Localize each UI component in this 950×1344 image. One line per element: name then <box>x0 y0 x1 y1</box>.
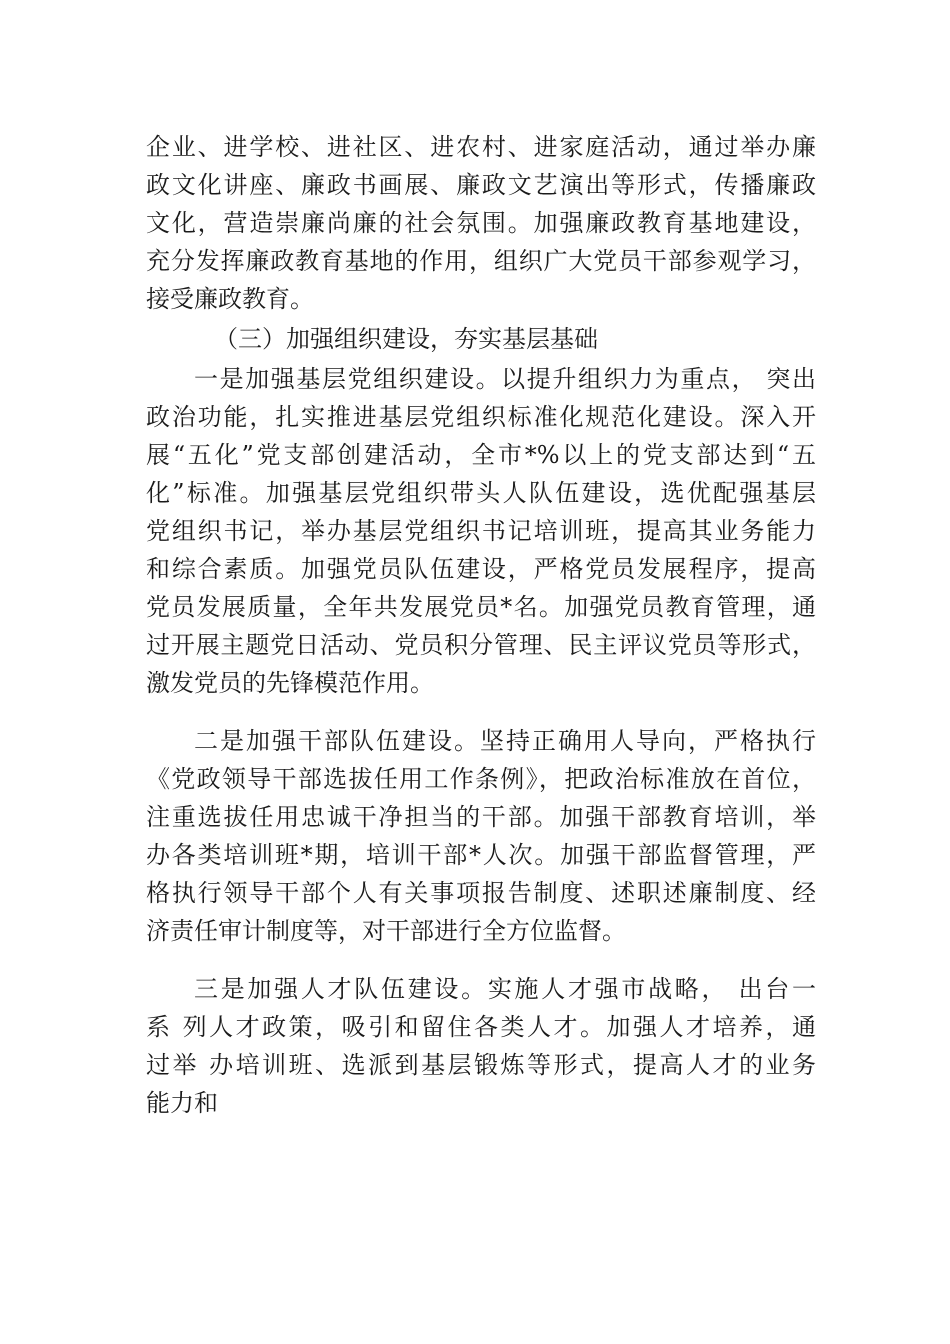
text-line: 能力和 <box>146 1089 218 1117</box>
paragraph-cadre-team <box>146 722 816 950</box>
text-line: 政治功能，扎实推进基层党组织标准化规范化建设。深入开 <box>146 403 816 431</box>
text-line: 注重选拔任用忠诚干净担当的干部。加强干部教育培训，举 <box>146 803 816 831</box>
paragraph-continuation <box>146 128 816 318</box>
text-line: 接受廉政教育。 <box>146 285 314 313</box>
text-line: 企业、进学校、进社区、进农村、进家庭活动，通过举办廉 <box>146 133 816 161</box>
text-line: 系 列人才政策，吸引和留住各类人才。加强人才培养，通 <box>146 1013 816 1041</box>
text-line: 过开展主题党日活动、党员积分管理、民主评议党员等形式， <box>146 631 816 659</box>
text-line: 和综合素质。加强党员队伍建设，严格党员发展程序，提高 <box>146 555 816 583</box>
heading-text: （三）加强组织建设，夯实基层基础 <box>214 325 598 353</box>
text-line: 政文化讲座、廉政书画展、廉政文艺演出等形式，传播廉政 <box>146 171 816 199</box>
text-line: 党员发展质量，全年共发展党员*名。加强党员教育管理，通 <box>146 593 816 621</box>
text-line: 济责任审计制度等，对干部进行全方位监督。 <box>146 917 626 945</box>
text-line: 办各类培训班*期，培训干部*人次。加强干部监督管理，严 <box>146 841 816 869</box>
text-line: 三是加强人才队伍建设。实施人才强市战略， 出台一 <box>194 975 816 1003</box>
paragraph-talent-team <box>146 970 816 1122</box>
paragraph-party-organization <box>146 360 816 702</box>
text-line: 激发党员的先锋模范作用。 <box>146 669 434 697</box>
text-line: 化”标准。加强基层党组织带头人队伍建设，选优配强基层 <box>146 479 816 507</box>
text-line: 党组织书记，举办基层党组织书记培训班，提高其业务能力 <box>146 517 816 545</box>
text-line: 文化，营造崇廉尚廉的社会氛围。加强廉政教育基地建设， <box>146 209 816 237</box>
document-page <box>146 128 816 1122</box>
text-line: 一是加强基层党组织建设。以提升组织力为重点， 突出 <box>194 365 816 393</box>
text-line: 展“五化”党支部创建活动，全市*%以上的党支部达到“五 <box>146 441 816 469</box>
text-line: 过举 办培训班、选派到基层锻炼等形式，提高人才的业务 <box>146 1051 816 1079</box>
text-line: 二是加强干部队伍建设。坚持正确用人导向，严格执行 <box>194 727 816 755</box>
text-line: 充分发挥廉政教育基地的作用，组织广大党员干部参观学习， <box>146 247 816 275</box>
section-heading <box>146 320 816 358</box>
text-line: 《党政领导干部选拔任用工作条例》，把政治标准放在首位， <box>146 765 816 793</box>
text-line: 格执行领导干部个人有关事项报告制度、述职述廉制度、经 <box>146 879 816 907</box>
